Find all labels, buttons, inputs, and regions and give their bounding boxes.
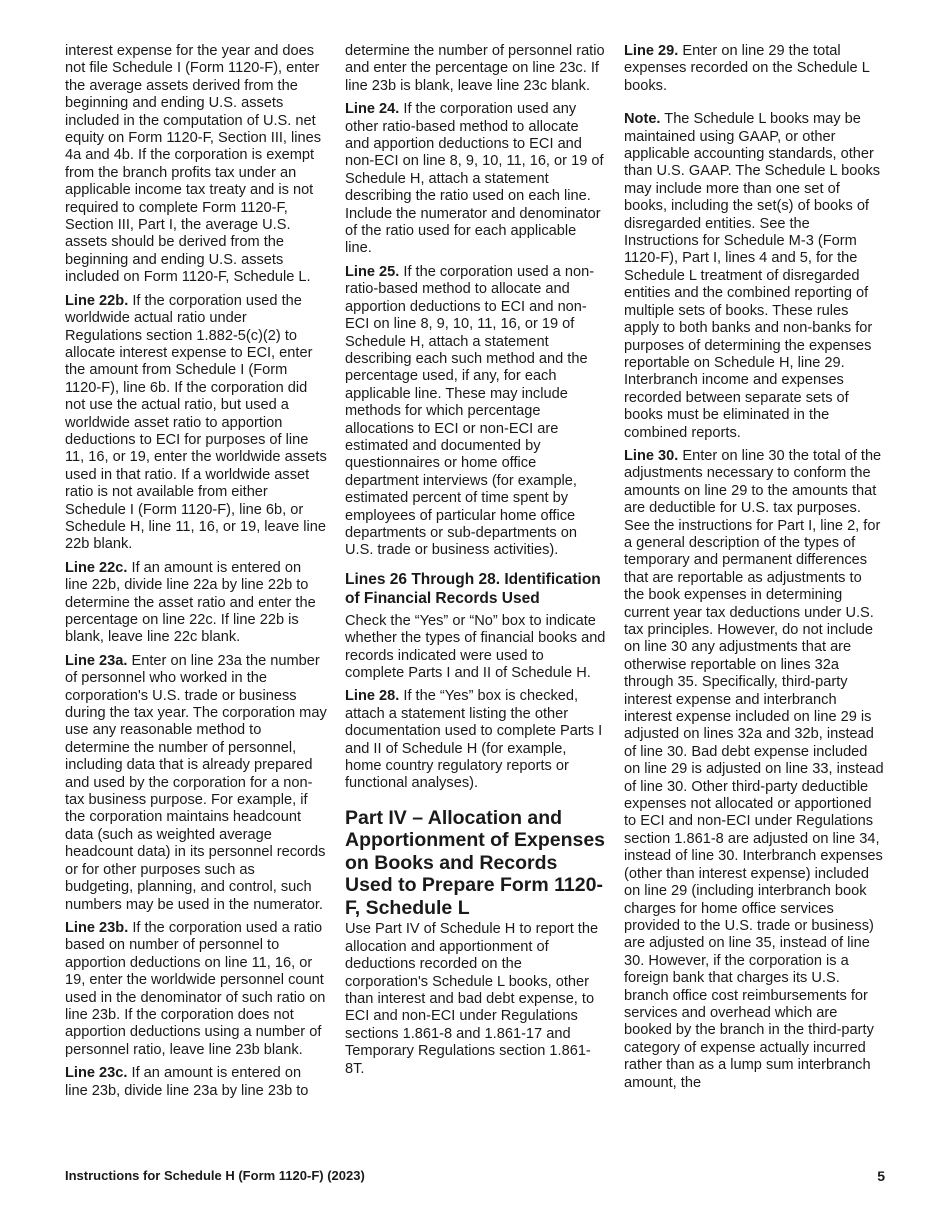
- line-30-label: Line 30.: [624, 447, 679, 464]
- paragraph-line-25: [345, 264, 607, 560]
- paragraph-line-23b: [65, 920, 327, 1059]
- column-1: [65, 43, 327, 1106]
- line-22b-label: Line 22b.: [65, 292, 129, 309]
- line-22b-text: If the corporation used the worldwide actual ratio under Regulations section 1.882-5(c)(2) to allocate interest expense to ECI, enter the amount from Schedule I (Form 1120-F), line 6b. If the corporation did not use the actual ratio, but used a worldwide asset ratio to apportion deductions to ECI for purposes of line 11, 16, or 19, enter the worldwide assets used in that ratio. If a worldwide asset ratio is not available from either Schedule I (Form 1120-F), line 6b, or Schedule H, line 11, 16, or 19, leave line 22b blank.: [65, 292, 327, 553]
- paragraph-part-iv-intro: Use Part IV of Schedule H to report the allocation and apportionment of deductions recorded on the corporation's Schedule L books, other than interest and bad debt expense, to ECI and non-ECI under Regulations sections 1.861-8 and 1.861-17 and Temporary Regulations section 1.861-8T.: [345, 921, 599, 1077]
- footer-title: Instructions for Schedule H (Form 1120-F) (2023): [65, 1168, 365, 1183]
- column-3: [624, 43, 886, 1098]
- line-22c-label: Line 22c.: [65, 559, 128, 576]
- paragraph-line-23a: [65, 653, 327, 914]
- page-number: 5: [877, 1168, 885, 1184]
- paragraph-line-22b: [65, 293, 327, 554]
- line-29-label: Line 29.: [624, 43, 679, 59]
- note-text: The Schedule L books may be maintained using GAAP, or other applicable accounting standards, other than U.S. GAAP. The Schedule L books may include more than one set of books, including the set(s) of books of disregarded entities. See the Instructions for Schedule M-3 (Form 1120-F), Part I, lines 4 and 5, for the Schedule L treatment of disregarded entities and the combined reporting of multiple sets of books. These rules apply to both banks and non-banks for purposes of determining the expenses reportable on Schedule H, line 29. Interbranch income and expenses recorded between separate sets of books must be eliminated in the combined reports.: [624, 111, 881, 441]
- line-23c-text: If an amount is entered on line 23b, divide line 23a by line 23b to: [65, 1065, 309, 1099]
- line-23b-label: Line 23b.: [65, 919, 129, 936]
- paragraph-line-29: [624, 43, 886, 95]
- page-footer: [65, 1168, 885, 1183]
- paragraph-lines-26-28: Check the “Yes” or “No” box to indicate whether the types of financial books and records indicated were used to complete Parts I and II of Schedule H.: [345, 612, 606, 681]
- line-25-label: Line 25.: [345, 263, 400, 280]
- line-23a-label: Line 23a.: [65, 652, 128, 669]
- heading-lines-26-28: Lines 26 Through 28. Identification of Financial Records Used: [345, 570, 601, 608]
- line-22c-text: If an amount is entered on line 22b, divide line 22a by line 22b to determine the asset ratio and enter the percentage on line 22c. If line 22b is blank, leave line 22c blank.: [65, 559, 316, 646]
- line-29-text: Enter on line 29 the total expenses recorded on the Schedule L books.: [624, 43, 870, 94]
- column-2: [345, 43, 607, 1084]
- note-label: Note.: [624, 111, 661, 128]
- paragraph-line-22c: [65, 560, 327, 647]
- line-30-text: Enter on line 30 the total of the adjustments necessary to conform the amounts on line 29 to the amounts that are deductible for U.S. tax purposes. See the instructions for Part I, line 2, for a general description of the types of temporary and permanent differences that are reportable as adjustments to the book expenses in determining current year tax deductions under U.S. tax principles. However, do not include on line 30 any adjustments that are otherwise reportable on lines 32a through 35. Specifically, third-party interest expense and interbranch interest expense included on line 29 is adjusted on lines 32a and 32b, instead of line 30. Bad debt expense included on line 29 is adjusted on line 33, instead of line 30. Other third-party deductible expenses not allocated or apportioned to ECI and non-ECI under Regulations section 1.861-8 are adjusted on line 34, instead of line 30. Interbranch expenses (other than interest expense) included on line 29 (including interbranch book charges for home office services provided to the U.S. trade or business) are adjusted on line 35, instead of line 30. However, if the corporation is a foreign bank that charges its U.S. branch office cost reimbursements for services and overhead which are booked by the branch in the third-party category of expense actually incurred rather than as a lump sum interbranch amount, the: [624, 447, 884, 1091]
- line-23a-text: Enter on line 23a the number of personnel who worked in the corporation's U.S. trade or business during the tax year. The corporation may use any reasonable method to determine the number of personnel, including data that is already prepared and used by the corporation for a non-tax business purpose. For example, if the corporation maintains headcount data (such as weighted average headcount data) in its personnel records or for other purposes such as budgeting, planning, and control, such numbers may be used in the numerator.: [65, 652, 327, 913]
- paragraph-line-22a-continued: interest expense for the year and does not file Schedule I (Form 1120-F), enter the average assets derived from the beginning and ending U.S. assets included in the computation of U.S. net equity on Form 1120-F, Section III, lines 4a and 4b. If the corporation is exempt from the branch profits tax under an applicable income tax treaty and is not required to complete Form 1120-F, Section III, Part I, the average U.S. assets should be derived from the beginning and ending U.S. assets included on Form 1120-F, Schedule L.: [65, 43, 322, 286]
- heading-part-iv: Part IV – Allocation and Apportionment of Expenses on Books and Records Used to Prepare Form 1120-F, Schedule L: [345, 806, 606, 919]
- line-24-label: Line 24.: [345, 101, 400, 118]
- line-24-text: If the corporation used any other ratio-based method to allocate and apportion deductions to ECI and non-ECI on line 8, 9, 10, 11, 16, or 19 of Schedule H, attach a statement describing the ratio used on each line. Include the numerator and denominator of the ratio used for each applicable line.: [345, 101, 604, 257]
- line-23c-label: Line 23c.: [65, 1065, 128, 1082]
- line-28-label: Line 28.: [345, 688, 400, 705]
- paragraph-note: [624, 111, 886, 442]
- line-23b-text: If the corporation used a ratio based on number of personnel to apportion deductions on line 11, 16, or 19, enter the worldwide personnel count used in the denominator of such ratio on line 23b. If the corporation does not apportion deductions using a number of personnel ratio, leave line 23b blank.: [65, 919, 326, 1058]
- line-28-text: If the “Yes” box is checked, attach a statement listing the other documentation used to complete Parts I and II of Schedule H (for example, home country regulatory reports or functional analyses).: [345, 688, 603, 792]
- paragraph-line-24: [345, 101, 607, 258]
- paragraph-line-30: [624, 448, 886, 1092]
- paragraph-line-28: [345, 688, 607, 792]
- line-25-text: If the corporation used a non-ratio-based method to allocate and apportion deductions to ECI and non-ECI on line 8, 9, 10, 11, 16, or 19 of Schedule H, attach a statement describing each such method and the percentage used, if any, for each applicable line. These may include methods for which percentage allocations to ECI or non-ECI are estimated and documented by questionnaires or home office department interviews (for example, estimated percent of time spent by employees of particular home office departments or sub-departments on U.S. trade or business activities).: [345, 263, 595, 559]
- paragraph-line-23c-continued: determine the number of personnel ratio and enter the percentage on line 23c. If line 23b is blank, leave line 23c blank.: [345, 43, 605, 94]
- paragraph-line-23c: [65, 1065, 327, 1100]
